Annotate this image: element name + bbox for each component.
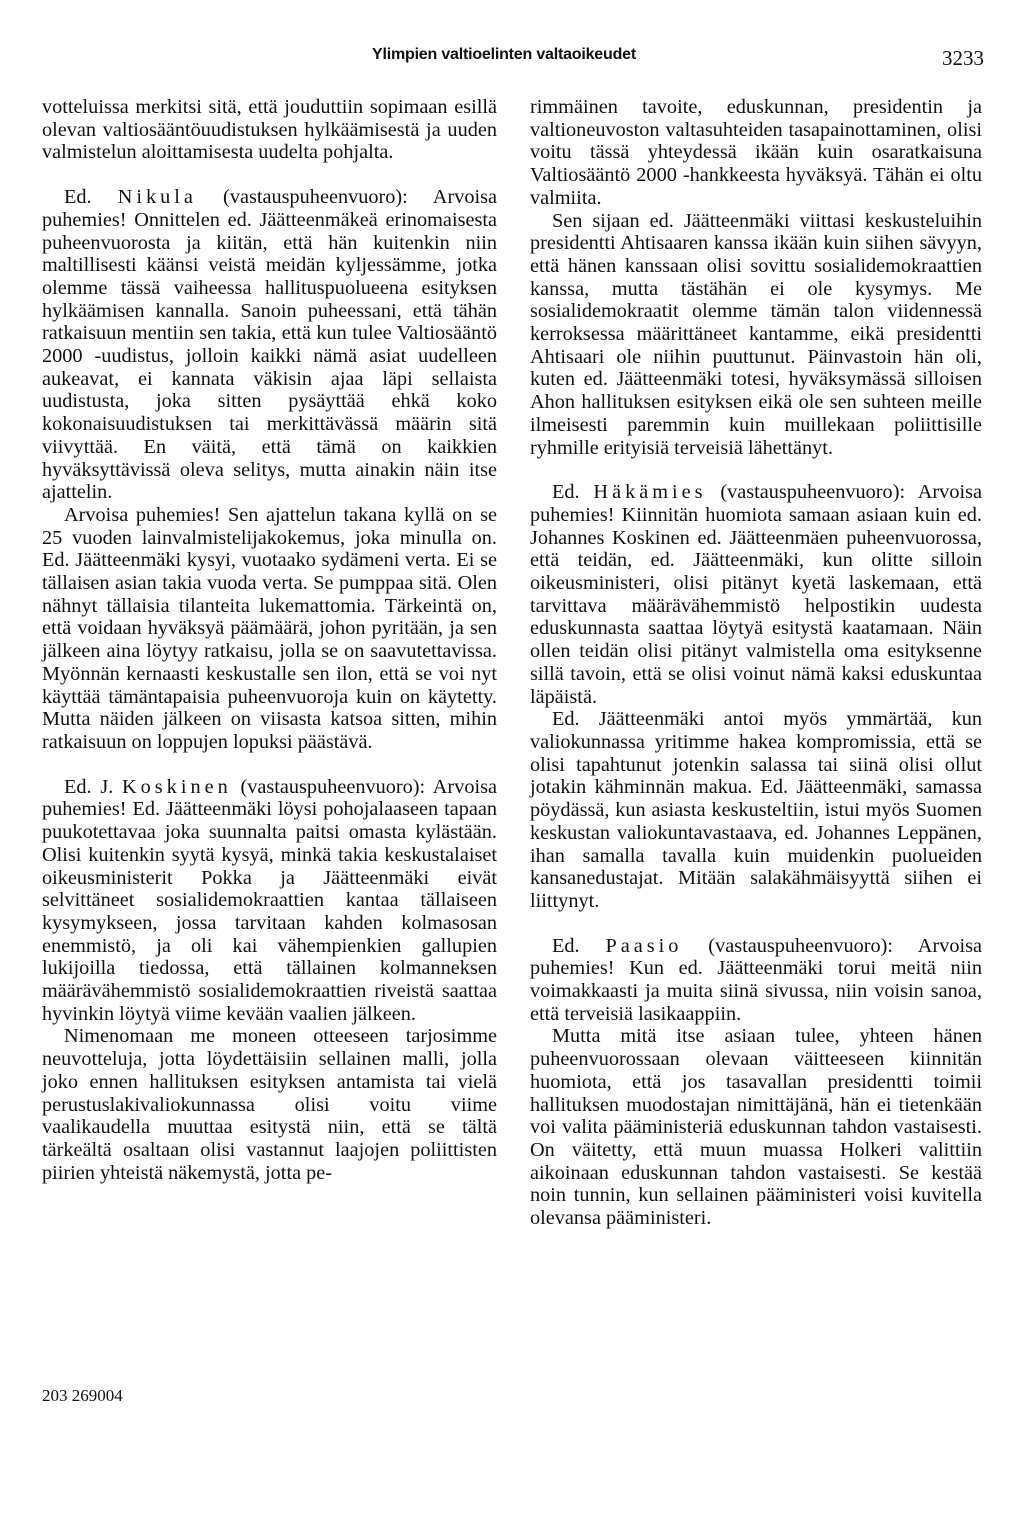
speaker-name: Paasio xyxy=(605,934,683,957)
speaker-name: Nikula xyxy=(117,186,197,209)
speech-text: (vastauspuheenvuoro): Arvoisa puhemies! Ed. Jäätteenmäki löysi pohojalaaseen tapaan puukotettavaa joka suunnalta paitsi omasta kylästään. Olisi kuitenkin syytä kysyä, minkä takia keskustalaiset oikeusministerit Pokka ja Jäätteenmäki eivät selvittäneet sosialidemokraattien kantaa tällaiseen kysymykseen, jossa tarvitaan kahden kolmasosan enemmistö, ja oli kai vähempienkien gallupien lukijoilla tiedossa, että tällainen kolmanneksen määrävähemmistö sosialidemokraattien riveistä saattaa hyvinkin löytyä viime kevään vaalien jälkeen. xyxy=(42,775,498,1025)
paragraph: Nimenomaan me moneen otteeseen tarjosimme neuvotteluja, jotta löydettäisiin sellainen malli, jolla joko ennen hallituksen esityksen antamista tai vielä perustuslakivaliokunnassa olisi voitu viime vaalikaudella muuttaa esitystä niin, että se tältä tärkeältä osaltaan olisi vastannut laajojen poliittisten piirien yhteistä näkemystä, jotta pe- xyxy=(42,1025,497,1184)
speaker-prefix: Ed. xyxy=(552,481,594,504)
paragraph: Ed. Jäätteenmäki antoi myös ymmärtää, kun valiokunnassa yritimme hakea kompromissia, että se olisi tapahtunut jotenkin salassa tai siinä olisi ollut jotakin kähminnän makua. Ed. Jäätteenmäki, samassa pöydässä, kun asiasta keskusteltiin, istui myös Suomen keskustan valiokuntavastaava, ed. Johannes Leppänen, ihan samalla tavalla kuin muidenkin puolueiden kansanedustajat. Mitään salakähmäisyyttä siihen ei liittynyt. xyxy=(530,708,982,912)
paragraph: Arvoisa puhemies! Sen ajattelun takana kyllä on se 25 vuoden lainvalmistelijakokemus, joka minulla on. Ed. Jäätteenmäki kysyi, vuotaako sydämeni verta. Ei se tällaisen asian takia vuoda verta. Se pumppaa sitä. Olen nähnyt tällaisia tilanteita lukemattomia. Tärkeintä on, että voidaan hyväksyä päämäärä, johon pyritään, ja sen jälkeen aina löytyy ratkaisu, jolla se on saavutettavissa. Myönnän kernaasti keskustalle sen ilon, että se voi nyt käyttää tämäntapaisia puheenvuoroja kuin on käytetty. Mutta näiden jälkeen on viisasta katsoa sitten, mihin ratkaisuun on loppujen lopuksi päästävä. xyxy=(42,503,497,753)
speech-koskinen xyxy=(42,776,497,1026)
speech-text: (vastauspuheenvuoro): Arvoisa puhemies! Onnittelen ed. Jäätteenmäkeä erinomaisesta puheenvuorosta ja kiitän, että hän kuitenkin niin maltillisesti käänsi veistä meidän kyljessämme, jotka olemme tässä vaiheessa hallituspuolueena esityksen hylkäämisen kannalla. Sanoin puheessani, että tähän ratkaisuun mentiin sen takia, että kun tulee Valtiosääntö 2000 -uudistus, jolloin kaikki nämä asiat uudelleen aukeavat, ei kannata väkisin ajaa läpi sellaista uudistusta, joka sitten pysäyttää ehkä koko kokonaisuudistuksen tai merkittävässä määrin sitä viivyttää. En väitä, että tämä on kaikkien hyväksyttävissä oleva selitys, mutta ainakin näin itse ajattelin. xyxy=(42,186,498,504)
page-number: 3233 xyxy=(942,46,984,70)
speaker-prefix: Ed. xyxy=(552,934,606,957)
speech-hakamies xyxy=(530,481,982,708)
paragraph: rimmäinen tavoite, eduskunnan, presidentin ja valtioneuvoston valtasuhteiden tasapainottaminen, olisi voitu tässä yhteydessä ikään kuin osaratkaisuna Valtiosääntö 2000 -hankkeesta hyväksyä. Tähän ei oltu valmiita. xyxy=(530,96,982,209)
speaker-name: Häkämies xyxy=(593,481,707,504)
paragraph: votteluissa merkitsi sitä, että jouduttiin sopimaan esillä olevan valtiosääntöuudistuksen hylkäämisestä ja uuden valmistelun aloittamisesta uudelta pohjalta. xyxy=(42,96,497,164)
speech-paasio xyxy=(530,935,982,1026)
speaker-name: Koskinen xyxy=(122,775,232,798)
speaker-prefix: Ed. J. xyxy=(64,775,122,798)
speaker-prefix: Ed. xyxy=(64,186,118,209)
speech-nikula xyxy=(42,186,497,504)
right-column xyxy=(530,96,982,1230)
left-column xyxy=(42,96,497,1184)
speech-text: (vastauspuheenvuoro): Arvoisa puhemies! Kiinnitän huomiota samaan asiaan kuin ed. Johannes Koskinen ed. Jäätteenmäen puheenvuorossa, että teidän, ed. Jäätteenmäki, kun olitte silloin oikeusministeri, olisi pitänyt kyetä laskemaan, että tarvittava määrävähemmistö helpostikin uudesta eduskunnasta saattaa löytyä esitystä kaatamaan. Näin ollen teidän olisi pitänyt valmistella oma esityksenne sillä tavoin, että se olisi voinut nämä kaksi eduskuntaa läpäistä. xyxy=(530,481,982,708)
paragraph: Sen sijaan ed. Jäätteenmäki viittasi keskusteluihin presidentti Ahtisaaren kanssa ikään kuin siihen sävyyn, että hänen kanssaan olisi sovittu sosialidemokraattien kanssa, mutta tästähän ei ole kysymys. Me sosialidemokraatit olemme tämän talon viidennessä kerroksessa määrittäneet kantamme, eikä presidentti Ahtisaari ole niihin puuttunut. Päinvastoin hän oli, kuten ed. Jäätteenmäki totesi, hyväksymässä silloisen Ahon hallituksen esityksen eikä ole sen suhteen meille ilmeisesti paremmin kuin muillekaan poliittisille ryhmille erityisiä terveisiä lähettänyt. xyxy=(530,209,982,459)
footer-code: 203 269004 xyxy=(42,1386,123,1405)
paragraph: Mutta mitä itse asiaan tulee, yhteen hänen puheenvuorossaan olevaan väitteeseen kiinnitän huomiota, että jos tasavallan presidentti toimii hallituksen muodostajan nimittäjänä, hän ei tietenkään voi valita pääministeriä eduskunnan tahdon vastaisesti. On väitetty, että muun muassa Holkeri valittiin aikoinaan eduskunnan tahdon vastaisesti. Se kestää noin tunnin, kun sellainen pääministeri voisi kuvitella olevansa pääministeri. xyxy=(530,1025,982,1230)
running-title: Ylimpien valtioelinten valtaoikeudet xyxy=(372,46,636,63)
speech-text: (vastauspuheenvuoro): Arvoisa puhemies! Kun ed. Jäätteenmäki torui meitä niin voimakkaasti ja muita siinä sivussa, niin voisin sanoa, että terveisiä lasikaappiin. xyxy=(530,934,983,1025)
